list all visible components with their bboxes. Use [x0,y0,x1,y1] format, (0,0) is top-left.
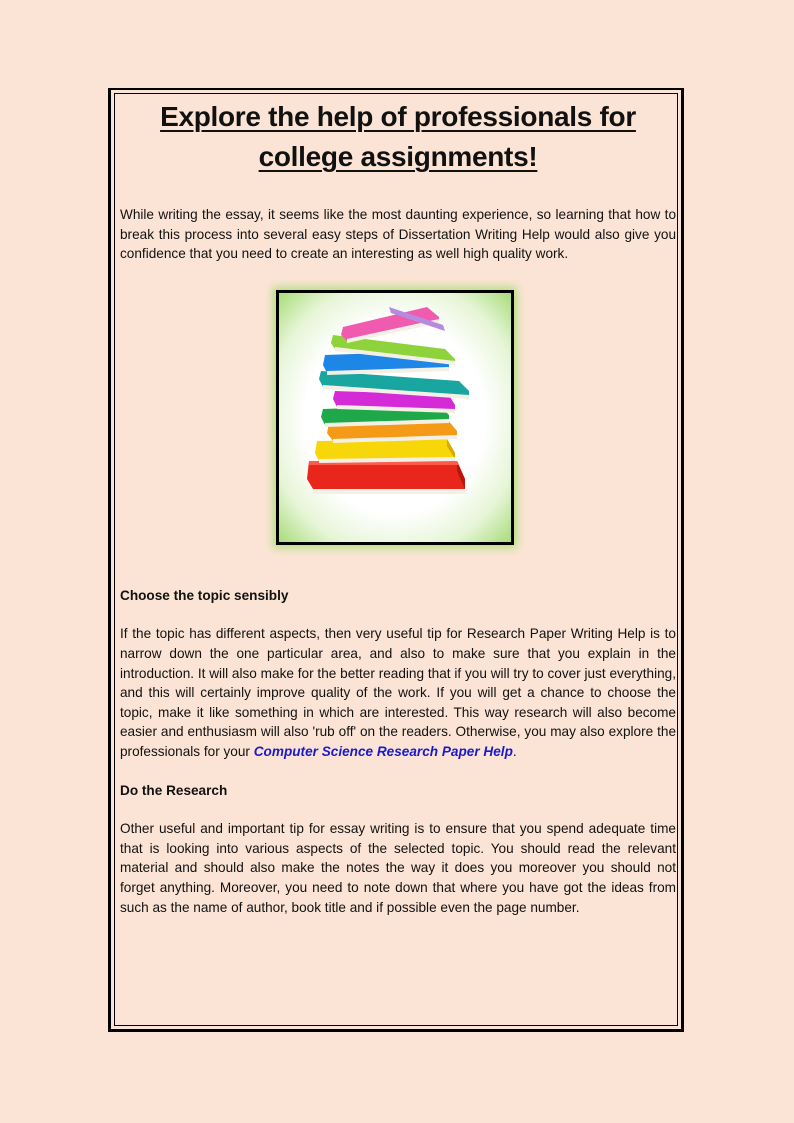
image-area [120,290,676,560]
topic-paragraph [120,624,676,761]
books-image-frame [276,290,514,545]
section-heading-research: Do the Research [120,782,228,798]
document-title: Explore the help of professionals for college assignments! [160,101,636,172]
computer-science-link[interactable]: Computer Science Research Paper Help [253,743,513,759]
topic-paragraph-text: If the topic has different aspects, then very useful tip for Research Paper Writing Help is to narrow down the one particular area, and also to make sure that you explain in the introduction. It will also make for the better reading that if you will try to cover just everything, and this will certainly improve quality of the work. If you will get a chance to choose the topic, make it like something in which are interested. This way research will also become easier and enthusiasm will also 'rub off' on the readers. Otherwise, you may also explore the professionals for your [120,626,676,759]
topic-paragraph-end: . [512,743,517,759]
book-pink [341,307,439,343]
stacked-books-illustration [279,293,511,542]
intro-paragraph: While writing the essay, it seems like the most daunting experience, so learning that how to break this process into several easy steps of Dissertation Writing Help would also give you confidence that you need to create an interesting as well high quality work. [120,207,676,262]
book-red [307,461,465,494]
research-paragraph: Other useful and important tip for essay writing is to ensure that you spend adequate time that is looking into various aspects of the selected topic. You should read the relevant material and should also make the notes the way it does you moreover you should not forget anything. Moreover, you need to note down that where you have got the ideas from such as the name of author, book title and if possible even the page number. [120,821,676,915]
document-content [120,95,676,917]
section-heading-topic: Choose the topic sensibly [120,587,289,603]
